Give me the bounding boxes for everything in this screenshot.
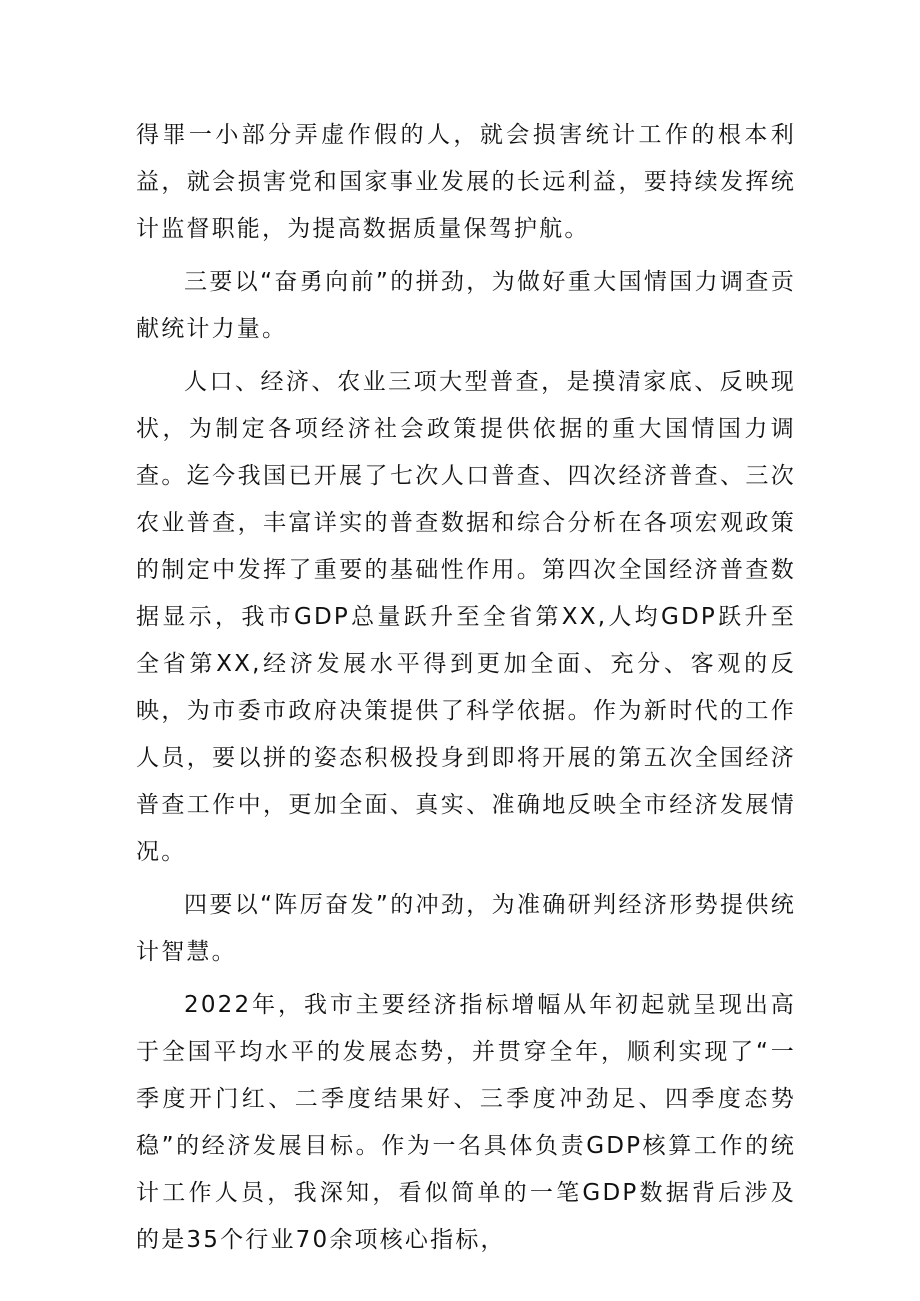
paragraph-gdp-2022: 2022年，我市主要经济指标增幅从年初起就呈现出高于全国平均水平的发展态势，并贯穿全年，顺利实现了“一季度开门红、二季度结果好、三季度冲劲足、四季度态势稳”的经济发展目标。作为一名具体负责GDP核算工作的统计工作人员，我深知，看似简单的一笔GDP数据背后涉及的是35个行业70余项核心指标，	[136, 992, 796, 1253]
paragraph-continuation: 得罪一小部分弄虚作假的人，就会损害统计工作的根本利益，就会损害党和国家事业发展的长远利益，要持续发挥统计监督职能，为提高数据质量保驾护航。	[136, 122, 796, 242]
paragraph-heading-four: 四要以“阵厉奋发”的冲劲，为准确研判经济形势提供统计智慧。	[136, 892, 796, 965]
paragraph-census: 人口、经济、农业三项大型普查，是摸清家底、反映现状，为制定各项经济社会政策提供依据的重大国情国力调查。迄今我国已开展了七次人口普查、四次经济普查、三次农业普查，丰富详实的普查数据和综合分析在各项宏观政策的制定中发挥了重要的基础性作用。第四次全国经济普查数据显示，我市GDP总量跃升至全省第XX,人均GDP跃升至全省第XX,经济发展水平得到更加全面、充分、客观的反映，为市委市政府决策提供了科学依据。作为新时代的工作人员，要以拼的姿态积极投身到即将开展的第五次全国经济普查工作中，更加全面、真实、准确地反映全市经济发展情况。	[136, 369, 796, 865]
document-body	[136, 112, 796, 1270]
paragraph-heading-three: 三要以“奋勇向前”的拼劲，为做好重大国情国力调查贡献统计力量。	[136, 269, 796, 342]
